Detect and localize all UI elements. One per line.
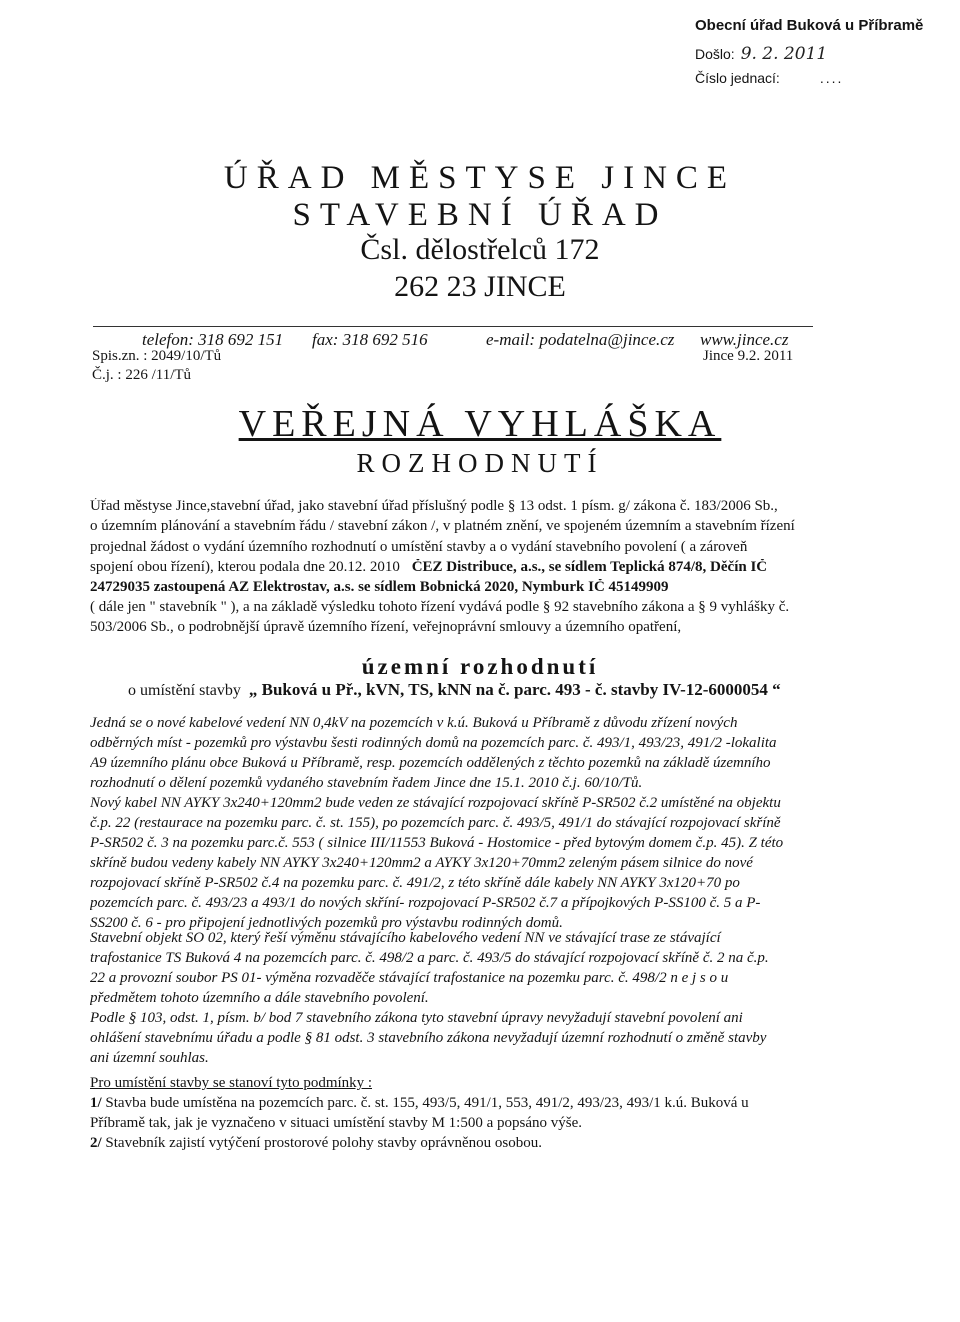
description-line: skříně budou vedeny kabely NN AYKY 3x240+120mm2 a AYKY 3x120+70mm2 zeleným pásem silnice do nové bbox=[90, 855, 753, 871]
letterhead-office: ÚŘAD MĚSTYSE JINCE bbox=[223, 160, 737, 196]
description-line: ani územní souhlas. bbox=[90, 1050, 209, 1066]
issue-date: Jince 9.2. 2011 bbox=[703, 348, 794, 364]
condition-text-continued: Příbramě tak, jak je vyznačeno v situaci umístění stavby M 1:500 a popsáno výše. bbox=[90, 1115, 582, 1131]
document-subtitle: ROZHODNUTÍ bbox=[356, 448, 604, 478]
condition-item bbox=[90, 1135, 816, 1152]
condition-item bbox=[90, 1095, 816, 1112]
description-line: předmětem tohoto územního a dále stavebního povolení. bbox=[90, 990, 429, 1006]
stamp-received-label: Došlo: bbox=[695, 46, 735, 62]
stamp-ref-label: Číslo jednací: bbox=[695, 70, 780, 86]
stamp-ref-row bbox=[695, 70, 843, 86]
condition-number: 2/ bbox=[90, 1135, 102, 1151]
document-title bbox=[0, 402, 960, 446]
description-line: P-SR502 č. 3 na pozemku parc.č. 553 ( silnice III/11553 Buková - Hostomice - před bytovým domem č.p. 45). Z této bbox=[90, 835, 784, 851]
reference-number: Č.j. : 226 /11/Tů bbox=[92, 367, 192, 383]
description-line: Jedná se o nové kabelové vedení NN 0,4kV na pozemcích v k.ú. Buková u Příbramě z důvodu zřízení nových bbox=[90, 715, 738, 731]
contact-email: e-mail: podatelna@jince.cz bbox=[486, 330, 675, 349]
description-line: pozemcích parc. č. 493/23 a 493/1 do nových skříní- rozpojovací P-SR502 č.7 a přípojkových P-SS100 č. 5 a P- bbox=[90, 895, 761, 911]
intro-line: 503/2006 Sb., o podrobnější úpravě územního řízení, veřejnoprávní smlouvy a územního opatření, bbox=[90, 619, 682, 635]
stamp-received-value: 9. 2. 2011 bbox=[740, 44, 828, 64]
intro-line: ( dále jen " stavebník " ), a na základě výsledku tohoto řízení vydává podle § 92 stavebního zákona a § 9 vyhlášky č. bbox=[90, 599, 790, 615]
contact-phone: telefon: 318 692 151 bbox=[142, 330, 284, 349]
decision-heading: územní rozhodnutí bbox=[361, 654, 599, 679]
letterhead-rule bbox=[93, 326, 813, 327]
intro-line-text: spojení obou řízení), kterou podala dne 20.12. 2010 bbox=[90, 559, 400, 575]
description-line: Stavební objekt SO 02, který řeší výměnu stávajícího kabelového vedení NN ve stávající trase ze stávající bbox=[90, 930, 721, 946]
description-line: 22 a provozní soubor PS 01- výměna rozvaděče stávající trafostanice na pozemku parc. č. 498/2 n e j s o u bbox=[90, 970, 729, 986]
intro-line: projednal žádost o vydání územního rozhodnutí o umístění stavby a o vydání stavebního povolení ( a zároveň bbox=[90, 539, 748, 555]
stamp-office: Obecní úřad Buková u Příbramě bbox=[695, 17, 924, 34]
description-line: Nový kabel NN AYKY 3x240+120mm2 bude veden ze stávající rozpojovací skříně P-SR502 č.2 umístěné na objektu bbox=[90, 795, 781, 811]
contact-fax: fax: 318 692 516 bbox=[312, 330, 428, 349]
conditions-heading: Pro umístění stavby se stanoví tyto podmínky : bbox=[90, 1075, 373, 1091]
description-line: A9 územního plánu obce Buková u Příbramě, resp. pozemcích oddělených z těchto pozemků na základě územního bbox=[90, 755, 771, 771]
description-line: trafostanice TS Buková 4 na pozemcích parc. č. 498/2 a parc. č. 493/5 do stávající rozpojovací skříně č. 2 na č.p. bbox=[90, 950, 769, 966]
document-title-text: VEŘEJNÁ VYHLÁŠKA bbox=[238, 403, 722, 445]
description-line: Podle § 103, odst. 1, písm. b/ bod 7 stavebního zákona tyto stavební úpravy nevyžadují stavební povolení ani bbox=[90, 1010, 743, 1026]
applicant-line-1: ČEZ Distribuce, a.s., se sídlem Teplická 874/8, Děčín IČ bbox=[411, 559, 768, 575]
letterhead-city: 262 23 JINCE bbox=[394, 270, 566, 303]
file-number: Spis.zn. : 2049/10/Tů bbox=[92, 348, 222, 364]
condition-text: Stavebník zajistí vytýčení prostorové polohy stavby oprávněnou osobou. bbox=[105, 1135, 543, 1151]
letterhead-street: Čsl. dělostřelců 172 bbox=[360, 233, 600, 266]
description-line: č.p. 22 (restaurace na pozemku parc. č. st. 155), po pozemcích parc. č. 493/5, 491/1 do stávající rozpojovací skříně bbox=[90, 815, 781, 831]
intro-line: Úřad městyse Jince,stavební úřad, jako stavební úřad příslušný podle § 13 odst. 1 písm. g/ zákona č. 183/2006 Sb., bbox=[90, 498, 778, 514]
decision-prefix: o umístění stavby bbox=[128, 682, 241, 699]
condition-text: Stavba bude umístěna na pozemcích parc. č. st. 155, 493/5, 491/1, 553, 491/2, 493/23, 493/1 k.ú. Buková u bbox=[105, 1095, 749, 1111]
description-line: ohlášení stavebnímu úřadu a podle § 81 odst. 3 stavebního zákona nevyžadují územní rozhodnutí o změně stavby bbox=[90, 1030, 767, 1046]
stamp-received-row bbox=[695, 44, 827, 64]
decision-name: „ Buková u Př., kVN, TS, kNN na č. parc. 493 - č. stavby IV-12-6000054 “ bbox=[248, 680, 781, 699]
description-line: odběrných míst - pozemků pro výstavbu šesti rodinných domů na pozemcích parc. č. 493/1, 493/23, 491/2 -lokalita bbox=[90, 735, 777, 751]
intro-line: o územním plánování a stavebním řádu / stavební zákon /, v platném znění, ve spojeném územním a stavebním řízení bbox=[90, 518, 795, 534]
description-line: SS200 č. 6 - pro připojení jednotlivých pozemků pro výstavbu rodinných domů. bbox=[90, 915, 563, 931]
letterhead-department: STAVEBNÍ ÚŘAD bbox=[292, 197, 668, 233]
contact-web: www.jince.cz bbox=[700, 330, 789, 349]
intro-line bbox=[90, 559, 816, 576]
description-line: rozpojovací skříně P-SR502 č.4 na pozemku parc. č. 491/2, z této skříně dále kabely NN AYKY 3x120+70 po bbox=[90, 875, 740, 891]
description-line: rozhodnutí o dělení pozemků vydaného stavebním řadem Jince dne 15.1. 2010 č.j. 60/10/Tů. bbox=[90, 775, 643, 791]
condition-number: 1/ bbox=[90, 1095, 102, 1111]
decision-subject bbox=[128, 680, 781, 700]
applicant-line-2: 24729035 zastoupená AZ Elektrostav, a.s. se sídlem Bobnická 2020, Nymburk IČ 45149909 bbox=[90, 579, 669, 595]
stamp-ref-value: .... bbox=[819, 70, 844, 86]
